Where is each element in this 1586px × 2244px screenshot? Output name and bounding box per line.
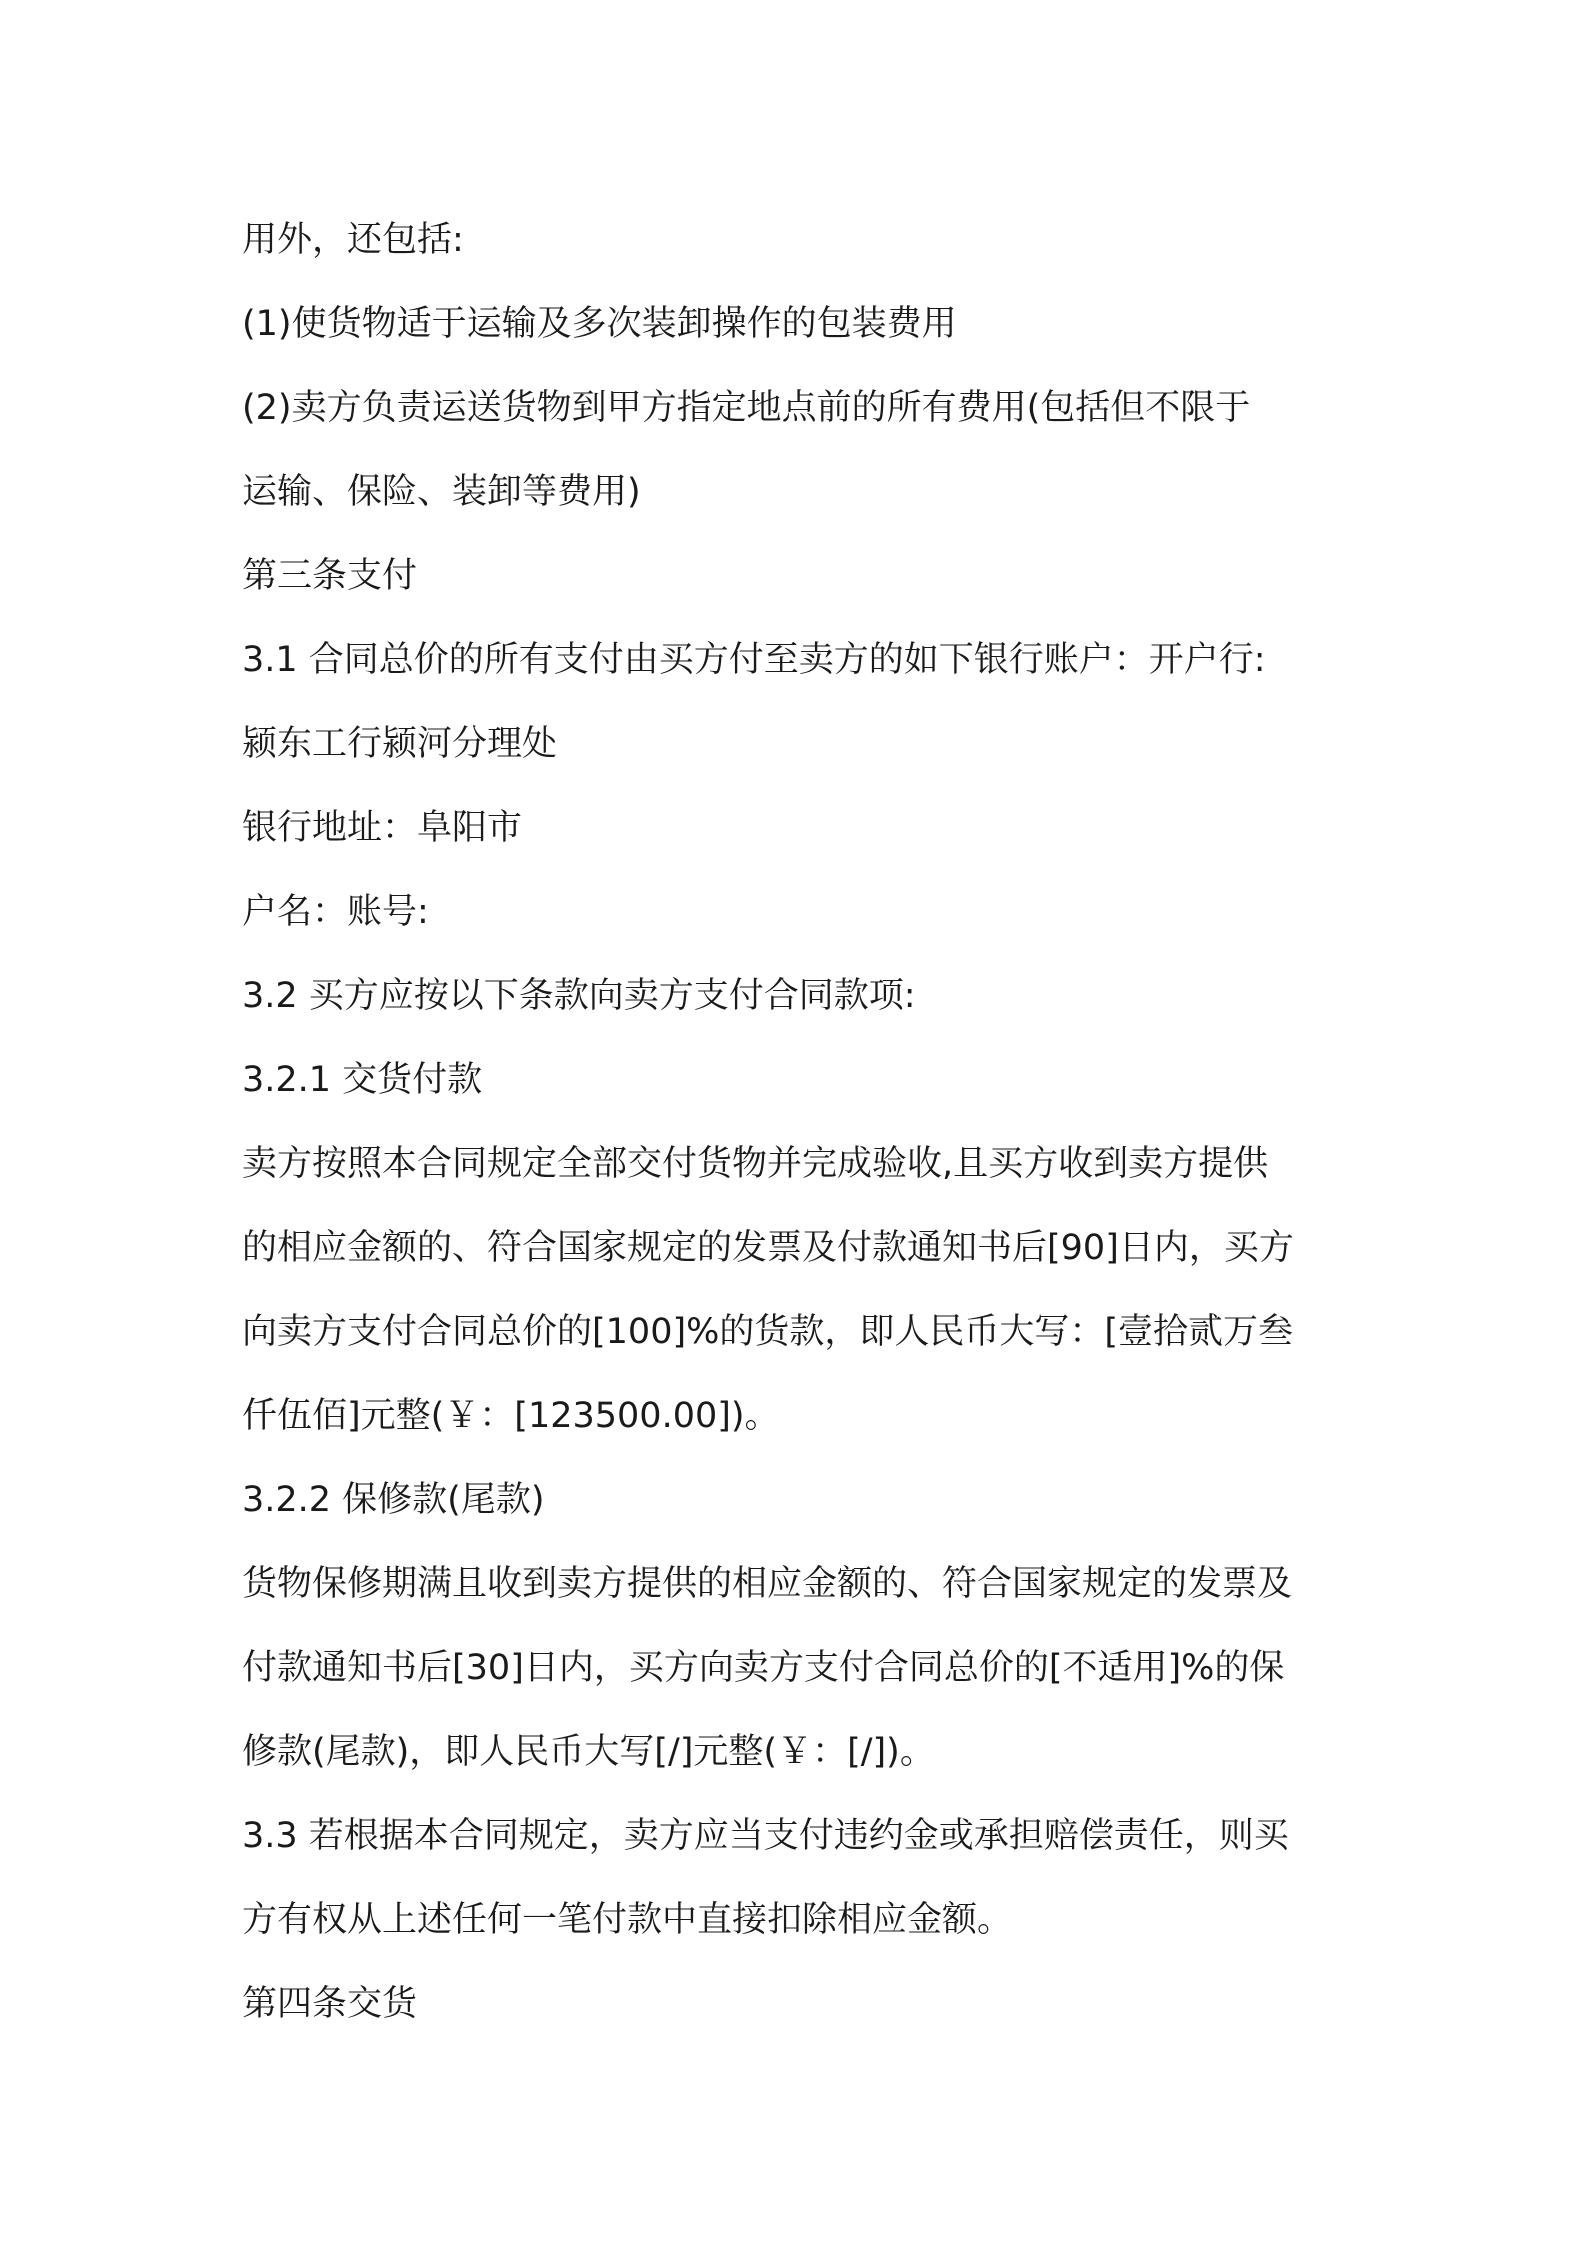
text-line: 方有权从上述任何一笔付款中直接扣除相应金额。 xyxy=(242,1900,1013,1940)
subsection-heading: 3.2.2 保修款(尾款) xyxy=(242,1480,545,1520)
text-line: 运输、保险、装卸等费用) xyxy=(242,472,641,512)
text-line: 卖方按照本合同规定全部交付货物并完成验收,且买方收到卖方提供 xyxy=(242,1144,1269,1184)
text-line: (1)使货物适于运输及多次装卸操作的包装费用 xyxy=(242,304,957,344)
text-line: 的相应金额的、符合国家规定的发票及付款通知书后[90]日内，买方 xyxy=(242,1228,1294,1268)
subsection-heading: 3.2.1 交货付款 xyxy=(242,1060,483,1100)
section-heading: 第三条支付 xyxy=(242,556,418,596)
text-line: 3.3 若根据本合同规定，卖方应当支付违约金或承担赔偿责任，则买 xyxy=(242,1816,1289,1856)
text-line: 仟伍佰]元整(￥：[123500.00])。 xyxy=(242,1396,780,1436)
text-line: 3.1 合同总价的所有支付由买方付至卖方的如下银行账户：开户行: xyxy=(242,640,1266,680)
section-heading: 第四条交货 xyxy=(242,1984,418,2024)
text-line: 用外，还包括: xyxy=(242,220,464,260)
text-line: (2)卖方负责运送货物到甲方指定地点前的所有费用(包括但不限于 xyxy=(242,388,1251,428)
text-line: 货物保修期满且收到卖方提供的相应金额的、符合国家规定的发票及 xyxy=(242,1564,1293,1604)
text-line: 修款(尾款)，即人民币大写[/]元整(￥：[/])。 xyxy=(242,1732,935,1772)
text-line: 颍东工行颍河分理处 xyxy=(242,724,558,764)
text-line: 3.2 买方应按以下条款向卖方支付合同款项: xyxy=(242,976,916,1016)
text-line: 银行地址：阜阳市 xyxy=(242,808,523,848)
text-line: 付款通知书后[30]日内，买方向卖方支付合同总价的[不适用]%的保 xyxy=(242,1648,1285,1688)
text-line: 向卖方支付合同总价的[100]%的货款，即人民币大写：[壹拾贰万叁 xyxy=(242,1312,1294,1352)
text-line: 户名：账号: xyxy=(242,892,429,932)
document-body xyxy=(242,198,1362,2046)
